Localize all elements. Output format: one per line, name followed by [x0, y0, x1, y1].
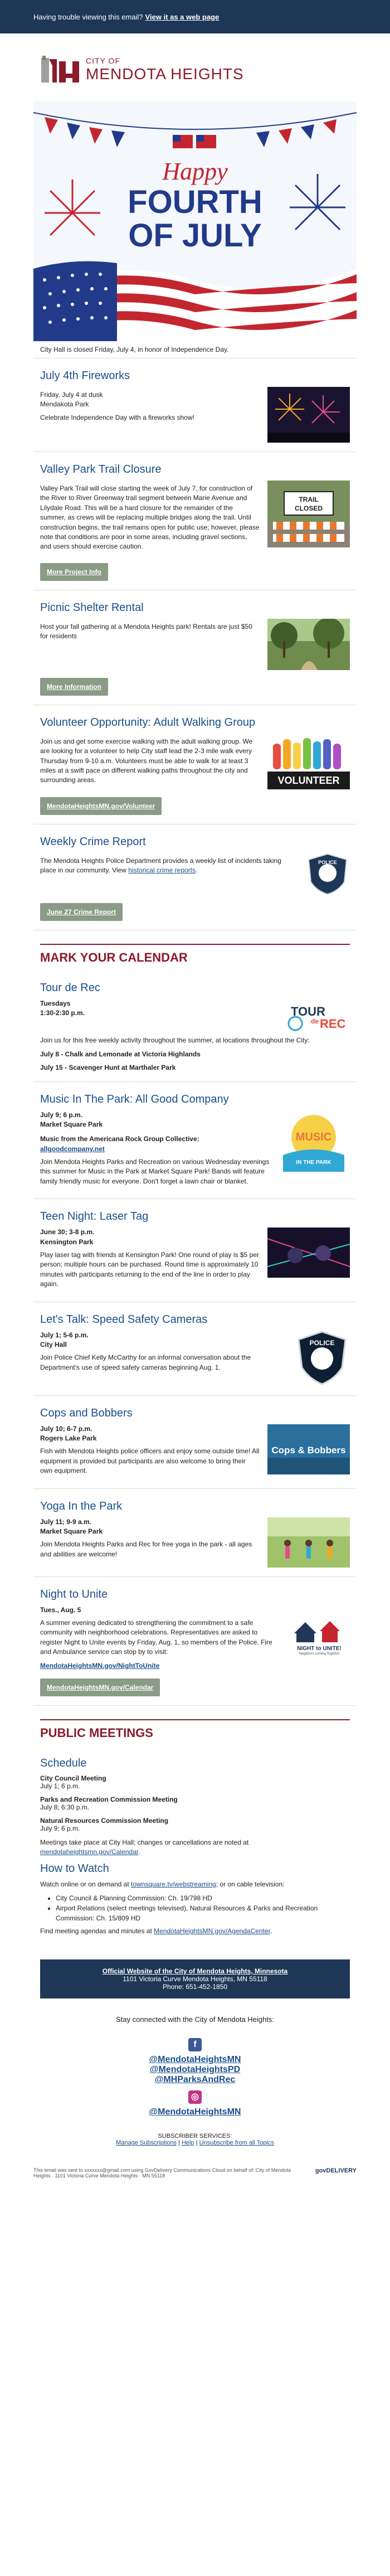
townsquare-link[interactable]: townsquare.tv/webstreaming	[130, 1880, 216, 1889]
instagram-icon[interactable]: ◎	[188, 2090, 202, 2104]
mendota-heights-label: MENDOTA HEIGHTS	[86, 65, 244, 83]
meeting2-name: Parks and Recreation Commission Meeting	[40, 1795, 178, 1803]
trail-closed-image	[267, 481, 350, 547]
night-to-unite-link[interactable]: MendotaHeightsMN.gov/NightToUnite	[40, 1661, 160, 1670]
fireworks-place: Mendakota Park	[40, 400, 89, 409]
yoga-image	[267, 1517, 350, 1568]
music-place: Market Square Park	[40, 1120, 103, 1129]
tour-de-rec-logo	[283, 999, 350, 1032]
fireworks-date-text: Friday, July 4 at dusk	[40, 391, 103, 399]
fireworks-desc: Celebrate Independence Day with a fireworks show!	[40, 413, 194, 421]
police-patch-label: POLICE	[309, 1338, 335, 1347]
schedule-title: Schedule	[40, 1757, 87, 1769]
web-version-bar	[0, 0, 390, 33]
calendar-link[interactable]: mendotaheightsmn.gov/Calendar	[40, 1847, 139, 1856]
city-hall-closed-caption: City Hall is closed Friday, July 4, in honor of Independence Day.	[33, 341, 357, 358]
picnic-shelter-desc: Host your fall gathering at a Mendota Heights park! Rentals are just $50 for residents	[40, 622, 252, 641]
picnic-shelter-section	[33, 590, 357, 705]
subs-sep2: |	[194, 2140, 199, 2147]
meetings-note-post: .	[138, 1847, 140, 1856]
city-logo[interactable]	[33, 45, 357, 95]
public-meetings-section	[33, 1746, 357, 1949]
govdelivery-logo[interactable]: govDELIVERY	[315, 2167, 357, 2175]
footer-address: 1101 Victoria Curve Mendota Heights, MN 55118	[123, 1975, 267, 1983]
speed-cameras-desc: Join Police Chief Kelly McCarthy for an informal conversation about the Department's use of speed safety cameras beginning Aug. 1.	[40, 1354, 251, 1371]
subscriber-services	[33, 2123, 357, 2163]
instagram-link-city[interactable]: @MendotaHeightsMN	[149, 2107, 241, 2117]
music-logo-text1: MUSIC	[295, 1131, 332, 1143]
allgoodcompany-link[interactable]: allgoodcompany.net	[40, 1145, 105, 1153]
music-desc: Join Mendota Heights Parks and Recreation on various Wednesday evenings this summer for Music in the Park at Market Square Park! Bands will feature family friendly music for everyone. Don't forget a lawn chair or blanket.	[40, 1158, 270, 1185]
tour-de-rec-time: 1:30-2:30 p.m.	[40, 1009, 85, 1017]
meetings-note	[40, 1838, 350, 1857]
yoga-event	[33, 1489, 357, 1577]
meeting2-date: July 8; 6:30 p.m.	[40, 1803, 90, 1811]
volunteer-link-button[interactable]: MendotaHeightsMN.gov/Volunteer	[40, 797, 162, 815]
official-website-footer	[40, 1959, 350, 1998]
tour-logo-text1: TOUR	[291, 1004, 325, 1018]
picnic-shelter-title: Picnic Shelter Rental	[40, 601, 144, 614]
agenda-pre: Find meeting agendas and minutes at	[40, 1927, 154, 1935]
hero-fourth: FOURTH	[128, 184, 262, 220]
agenda-text	[40, 1927, 350, 1936]
social-links	[33, 1998, 357, 2123]
email-body	[33, 45, 357, 2163]
public-meetings-heading: PUBLIC MEETINGS	[40, 1719, 350, 1740]
more-information-button[interactable]: More Information	[40, 678, 108, 696]
tour-de-rec-item2: July 15 - Scavenger Hunt at Marthaler Park	[40, 1063, 176, 1071]
speed-cameras-date: July 1; 5-6 p.m.	[40, 1331, 89, 1339]
agenda-center-link[interactable]: MendotaHeightsMN.gov/AgendaCenter	[154, 1927, 270, 1935]
cops-bobbers-desc: Fish with Mendota Heights police officers and enjoy some outside time! All equipment is provided but participants are also welcome to bring their own equipment.	[40, 1447, 260, 1475]
picnic-shelter-image	[267, 619, 350, 670]
city-name	[86, 56, 244, 83]
crime-desc-post: .	[196, 866, 198, 875]
fireworks-title: July 4th Fireworks	[40, 370, 130, 382]
email-smallprint	[0, 2163, 390, 2183]
cable-item-1: • City Council & Planning Commission: Ch. 19/798 HD	[56, 1893, 350, 1903]
fireworks-image	[267, 387, 350, 443]
meeting1-date: July 1; 6 p.m.	[40, 1782, 80, 1790]
tour-de-rec-item1: July 8 - Chalk and Lemonade at Victoria Highlands	[40, 1050, 201, 1059]
night-logo-text1: NIGHT to UNITE!	[297, 1645, 342, 1652]
facebook-link-pd[interactable]: @MendotaHeightsPD	[149, 2065, 241, 2075]
crime-report-desc	[40, 856, 298, 876]
mh-logo-mark	[40, 54, 86, 86]
teen-night-event	[33, 1199, 357, 1302]
trail-sign-line2: CLOSED	[294, 504, 323, 512]
tour-de-rec-day: Tuesdays	[40, 999, 71, 1007]
watch-pre: Watch online or on demand at	[40, 1880, 131, 1889]
music-in-the-park-logo	[277, 1110, 350, 1172]
yoga-place: Market Square Park	[40, 1527, 103, 1535]
night-to-unite-title: Night to Unite	[40, 1588, 108, 1600]
unsubscribe-link[interactable]: Unsubscribe from all Topics	[199, 2140, 274, 2147]
meeting3-name: Natural Resources Commission Meeting	[40, 1816, 169, 1825]
night-to-unite-logo	[289, 1605, 350, 1656]
crime-report-section	[33, 824, 357, 930]
stay-connected-text: Stay connected with the City of Mendota Heights:	[116, 2015, 274, 2024]
cops-and-bobbers-event	[33, 1396, 357, 1489]
teen-night-date: June 30; 3-8 p.m.	[40, 1228, 95, 1236]
calendar-link-button[interactable]: MendotaHeightsMN.gov/Calendar	[40, 1678, 160, 1696]
fireworks-section	[33, 358, 357, 452]
cops-bobbers-image-label: Cops & Bobbers	[271, 1444, 346, 1456]
tour-de-rec-event	[33, 971, 357, 1082]
trail-sign-line1: TRAIL	[299, 496, 319, 503]
night-to-unite-date: Tues., Aug. 5	[40, 1605, 81, 1614]
night-to-unite-event	[33, 1577, 357, 1706]
police-badge-label: POLICE	[318, 859, 337, 865]
watch-post: ; or on cable television:	[216, 1880, 285, 1889]
police-badge-icon	[305, 853, 350, 895]
cops-bobbers-date: July 10; 6-7 p.m.	[40, 1424, 92, 1433]
teen-night-desc: Play laser tag with friends at Kensington Park! One round of play is $5 per person; multiple hours can be purchased. Round time is approximately 10 minutes with participants returning to the end of the line in order to play again.	[40, 1251, 259, 1288]
volunteer-section	[33, 705, 357, 824]
volunteer-desc: Join us and get some exercise walking with the adult walking group. We are looking for a volunteer to help City staff lead the 2-3 mile walk every Thursday from 9-10 a.m. Volunteers must be able to walk for at least 3 miles at a swift pace on different walking paths throughout the city and surrounding areas.	[40, 737, 253, 784]
speed-cameras-place: City Hall	[40, 1340, 67, 1348]
official-website-link[interactable]: Official Website of the City of Mendota Heights, Minnesota	[102, 1967, 288, 1976]
music-date: July 9; 6 p.m.	[40, 1110, 83, 1119]
laser-tag-image	[267, 1228, 350, 1278]
music-sub: Music from the Americana Rock Group Collective:	[40, 1134, 199, 1143]
teen-night-title: Teen Night: Laser Tag	[40, 1210, 149, 1223]
crime-desc-pre: The Mendota Heights Police Department provides a weekly list of incidents taking place in our community. View	[40, 856, 281, 875]
volunteer-image	[267, 734, 350, 789]
tour-de-rec-title: Tour de Rec	[40, 981, 100, 994]
cable-channel-list	[50, 1893, 350, 1923]
cable-item-2: • Airport Relations (select meetings televised), Natural Resources & Parks and Recreation Commission: Ch. 15/809 HD	[56, 1903, 350, 1923]
speed-cameras-event	[33, 1302, 357, 1396]
tour-logo-text2: de	[311, 1017, 319, 1025]
view-web-page-link[interactable]: View it as a web page	[145, 12, 220, 21]
meetings-note-pre: Meetings take place at City Hall; changes or cancellations are noted at	[40, 1838, 249, 1846]
trail-closure-title: Valley Park Trail Closure	[40, 463, 162, 476]
mark-your-calendar-heading: MARK YOUR CALENDAR	[40, 944, 350, 965]
subs-sep1: |	[176, 2140, 182, 2147]
more-project-info-button[interactable]: More Project Info	[40, 563, 108, 581]
yoga-title: Yoga In the Park	[40, 1500, 123, 1512]
crime-report-button[interactable]: June 27 Crime Report	[40, 903, 123, 921]
music-title: Music In The Park: All Good Company	[40, 1093, 229, 1105]
subscriber-services-title: SUBSCRIBER SERVICES:	[158, 2133, 232, 2140]
speed-cameras-title: Let's Talk: Speed Safety Cameras	[40, 1313, 208, 1326]
meeting1-name: City Council Meeting	[40, 1774, 106, 1782]
facebook-link-city[interactable]: @MendotaHeightsMN	[149, 2055, 241, 2065]
night-logo-text2: Neighbors coming Together	[299, 1652, 340, 1656]
police-patch-icon	[294, 1331, 350, 1386]
web-version-text: Having trouble viewing this email?	[33, 12, 143, 21]
volunteer-title: Volunteer Opportunity: Adult Walking Group	[40, 716, 256, 729]
trail-closure-section	[33, 452, 357, 590]
facebook-icon[interactable]: f	[188, 2038, 202, 2051]
hero-happy: Happy	[162, 158, 228, 185]
cops-bobbers-image	[267, 1424, 350, 1474]
help-link[interactable]: Help	[181, 2140, 194, 2147]
trail-closure-desc: Valley Park Trail will close starting the week of July 7, for construction of the River to River Greenway trail segment between Marie Avenue and Lilydale Road. This will be a hard closure for the remainder of the summer, as crews will be replacing multiple bridges along the trail. Until construction begins, the trail remains open for public use; however, please note that conditions are poor in some areas, including gravel sections, and users should exercise caution.	[40, 484, 260, 551]
manage-subscriptions-link[interactable]: Manage Subscriptions	[116, 2140, 177, 2147]
smallprint-text: This email was sent to xxxxxxx@gmail.com using GovDelivery Communications Cloud on behalf of: City of Mendota Heights · 1101 Victoria Curve Mendota Heights · MN 55118	[33, 2167, 291, 2179]
music-logo-text2: IN THE PARK	[296, 1159, 332, 1166]
footer-phone: Phone: 651-452-1850	[162, 1983, 228, 1991]
watch-text	[40, 1880, 350, 1889]
teen-night-place: Kensington Park	[40, 1238, 94, 1246]
hero-of-july: OF JULY	[128, 217, 262, 254]
city-of-label: CITY OF	[86, 56, 120, 65]
tour-logo-text3: REC	[320, 1016, 346, 1031]
facebook-link-parks[interactable]: @MHParksAndRec	[154, 2075, 236, 2085]
fourth-of-july-graphic	[33, 101, 357, 341]
meeting3-date: July 9; 6 p.m.	[40, 1824, 80, 1832]
volunteer-image-label: VOLUNTEER	[277, 774, 340, 786]
agenda-post: .	[270, 1927, 272, 1935]
how-to-watch-title: How to Watch	[40, 1862, 109, 1875]
night-to-unite-desc: A summer evening dedicated to strengthening the commitment to a safe community with neighborhood celebrations. Representatives are asked to register Night to Unite events by Friday, Aug. 1, so members of the Police, Fire and Ambulance service can stop by to visit:	[40, 1618, 272, 1656]
cops-bobbers-place: Rogers Lake Park	[40, 1434, 97, 1442]
yoga-date: July 11; 9-9 a.m.	[40, 1517, 92, 1526]
historical-crime-reports-link[interactable]: historical crime reports	[128, 866, 196, 875]
tour-de-rec-desc: Join us for this free weekly activity throughout the summer, at locations throughout the City:	[40, 1036, 310, 1044]
crime-report-title: Weekly Crime Report	[40, 835, 146, 848]
cops-bobbers-title: Cops and Bobbers	[40, 1406, 133, 1419]
music-in-the-park-event	[33, 1082, 357, 1199]
fourth-of-july-banner	[33, 101, 357, 341]
yoga-desc: Join Mendota Heights Parks and Rec for free yoga in the park - all ages and abilities are welcome!	[40, 1540, 252, 1558]
fireworks-date	[40, 390, 260, 410]
